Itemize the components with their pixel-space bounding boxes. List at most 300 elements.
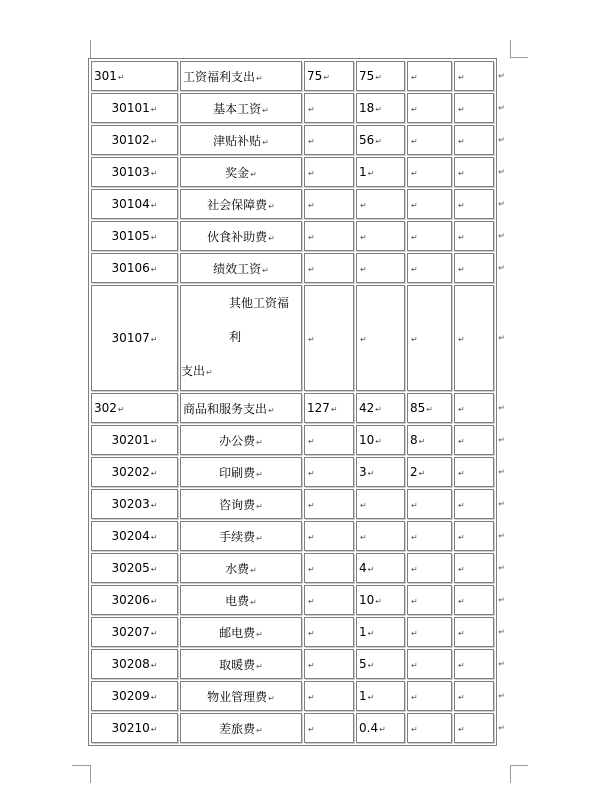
value-text: 4 — [359, 561, 367, 575]
paragraph-mark-icon: ↵ — [308, 437, 315, 446]
paragraph-mark-icon: ↵ — [375, 73, 382, 82]
code-cell[interactable] — [91, 489, 178, 519]
item-name-cell[interactable] — [180, 285, 302, 391]
crop-mark-top-right-h — [510, 57, 528, 58]
paragraph-mark-icon: ↵ — [150, 725, 158, 734]
value-cell-c2[interactable] — [356, 425, 405, 455]
value-cell-c3[interactable] — [407, 649, 452, 679]
item-name-cell[interactable] — [180, 425, 302, 455]
value-cell-c2[interactable] — [356, 553, 405, 583]
crop-mark-bottom-right-v — [510, 765, 511, 783]
item-name-cell[interactable] — [180, 157, 302, 187]
value-cell-c2[interactable] — [356, 585, 405, 615]
paragraph-mark-icon: ↵ — [367, 565, 375, 574]
paragraph-mark-icon: ↵ — [458, 73, 465, 82]
value-cell-c3[interactable] — [407, 125, 452, 155]
table-row — [91, 553, 494, 583]
code-cell[interactable] — [91, 585, 178, 615]
paragraph-mark-icon: ↵ — [411, 565, 418, 574]
paragraph-mark-icon: ↵ — [268, 233, 275, 243]
item-name-cell[interactable] — [180, 489, 302, 519]
code-cell[interactable] — [91, 457, 178, 487]
paragraph-mark-icon: ↵ — [256, 661, 263, 671]
value-cell-c4[interactable] — [454, 93, 505, 123]
value-cell-c2[interactable] — [356, 93, 405, 123]
value-cell-c2[interactable] — [356, 125, 405, 155]
value-cell-c4[interactable] — [454, 253, 505, 283]
paragraph-mark-icon: ↵ — [206, 368, 213, 377]
row-end-mark-icon: ↵ — [498, 403, 505, 413]
paragraph-mark-icon: ↵ — [117, 73, 125, 82]
paragraph-mark-icon: ↵ — [150, 265, 158, 274]
code-cell[interactable] — [91, 221, 178, 251]
item-name-text: 绩效工资 — [213, 261, 262, 276]
paragraph-mark-icon: ↵ — [458, 335, 465, 344]
value-cell-c4[interactable] — [454, 61, 505, 91]
paragraph-mark-icon: ↵ — [308, 725, 315, 734]
code-text: 30210 — [111, 721, 150, 735]
paragraph-mark-icon: ↵ — [150, 565, 158, 574]
value-cell-c4[interactable] — [454, 157, 505, 187]
value-cell-c1[interactable] — [304, 93, 354, 123]
code-cell[interactable] — [91, 681, 178, 711]
item-name-text: 咨询费 — [219, 497, 256, 512]
paragraph-mark-icon: ↵ — [411, 137, 418, 146]
item-name-cell[interactable] — [180, 617, 302, 647]
value-cell-c2[interactable] — [356, 253, 405, 283]
paragraph-mark-icon: ↵ — [150, 137, 158, 146]
table-row — [91, 681, 494, 711]
item-name-cell[interactable] — [180, 61, 302, 91]
item-name-text: 物业管理费 — [207, 689, 268, 704]
table-row — [91, 157, 494, 187]
paragraph-mark-icon: ↵ — [308, 565, 315, 574]
value-cell-c3[interactable] — [407, 189, 452, 219]
table-row — [91, 521, 494, 551]
value-cell-c1[interactable] — [304, 393, 354, 423]
paragraph-mark-icon: ↵ — [268, 693, 275, 703]
crop-mark-top-right-v — [510, 40, 511, 58]
code-cell[interactable] — [91, 125, 178, 155]
code-cell[interactable] — [91, 649, 178, 679]
paragraph-mark-icon: ↵ — [418, 437, 426, 446]
value-cell-c1[interactable] — [304, 585, 354, 615]
value-cell-c3[interactable] — [407, 585, 452, 615]
value-cell-c2[interactable] — [356, 189, 405, 219]
value-cell-c4[interactable] — [454, 393, 505, 423]
value-cell-c2[interactable] — [356, 521, 405, 551]
value-cell-c1[interactable] — [304, 457, 354, 487]
item-name-text: 差旅费 — [219, 721, 256, 736]
crop-mark-top-left-v — [90, 40, 91, 58]
paragraph-mark-icon: ↵ — [458, 105, 465, 114]
item-name-line2: 支出 — [181, 364, 206, 378]
table-row — [91, 125, 494, 155]
value-cell-c3[interactable] — [407, 425, 452, 455]
value-cell-c4[interactable] — [454, 681, 505, 711]
value-cell-c3[interactable] — [407, 553, 452, 583]
value-cell-c4[interactable] — [454, 125, 505, 155]
item-name-text: 水费 — [225, 561, 250, 576]
paragraph-mark-icon: ↵ — [256, 73, 263, 83]
paragraph-mark-icon: ↵ — [360, 335, 367, 344]
item-name-cell[interactable] — [180, 189, 302, 219]
paragraph-mark-icon: ↵ — [150, 169, 158, 178]
table-row — [91, 221, 494, 251]
row-end-mark-icon: ↵ — [498, 595, 505, 605]
paragraph-mark-icon: ↵ — [458, 201, 465, 210]
row-end-mark-icon: ↵ — [498, 435, 505, 445]
value-cell-c1[interactable] — [304, 553, 354, 583]
paragraph-mark-icon: ↵ — [458, 405, 465, 414]
value-cell-c2[interactable] — [356, 393, 405, 423]
paragraph-mark-icon: ↵ — [256, 437, 263, 447]
value-cell-c2[interactable] — [356, 157, 405, 187]
row-end-mark-icon: ↵ — [498, 103, 505, 113]
paragraph-mark-icon: ↵ — [268, 405, 275, 415]
paragraph-mark-icon: ↵ — [411, 169, 418, 178]
paragraph-mark-icon: ↵ — [150, 661, 158, 670]
code-cell[interactable] — [91, 393, 178, 423]
paragraph-mark-icon: ↵ — [308, 233, 315, 242]
paragraph-mark-icon: ↵ — [458, 265, 465, 274]
item-name-cell[interactable] — [180, 713, 302, 743]
table-row — [91, 585, 494, 615]
table-row — [91, 393, 494, 423]
paragraph-mark-icon: ↵ — [256, 629, 263, 639]
value-text: 5 — [359, 657, 367, 671]
value-cell-c2[interactable] — [356, 221, 405, 251]
value-text: 18 — [359, 101, 375, 115]
value-cell-c3[interactable] — [407, 221, 452, 251]
paragraph-mark-icon: ↵ — [367, 169, 375, 178]
paragraph-mark-icon: ↵ — [150, 501, 158, 510]
table-row — [91, 457, 494, 487]
paragraph-mark-icon: ↵ — [458, 437, 465, 446]
value-cell-c1[interactable] — [304, 253, 354, 283]
code-text: 30208 — [111, 657, 150, 671]
row-end-mark-icon: ↵ — [498, 333, 505, 343]
paragraph-mark-icon: ↵ — [150, 437, 158, 446]
item-name-line1: 其他工资福利 — [229, 296, 290, 344]
paragraph-mark-icon: ↵ — [256, 501, 263, 511]
code-cell[interactable] — [91, 253, 178, 283]
row-end-mark-icon: ↵ — [498, 199, 505, 209]
item-name-cell[interactable] — [180, 93, 302, 123]
paragraph-mark-icon: ↵ — [367, 661, 375, 670]
code-text: 30103 — [111, 165, 150, 179]
value-text: 1 — [359, 625, 367, 639]
paragraph-mark-icon: ↵ — [458, 725, 465, 734]
paragraph-mark-icon: ↵ — [458, 565, 465, 574]
value-cell-c2[interactable] — [356, 649, 405, 679]
row-end-mark-icon: ↵ — [498, 627, 505, 637]
paragraph-mark-icon: ↵ — [458, 501, 465, 510]
paragraph-mark-icon: ↵ — [256, 469, 263, 479]
paragraph-mark-icon: ↵ — [256, 533, 263, 543]
paragraph-mark-icon: ↵ — [426, 405, 433, 414]
code-text: 30205 — [111, 561, 150, 575]
paragraph-mark-icon: ↵ — [375, 105, 382, 114]
paragraph-mark-icon: ↵ — [308, 469, 315, 478]
paragraph-mark-icon: ↵ — [411, 73, 418, 82]
code-text: 30203 — [111, 497, 150, 511]
code-text: 30107 — [111, 331, 150, 345]
item-name-text: 工资福利支出 — [183, 69, 256, 84]
code-text: 30101 — [111, 101, 150, 115]
paragraph-mark-icon: ↵ — [360, 265, 367, 274]
value-cell-c3[interactable] — [407, 393, 452, 423]
paragraph-mark-icon: ↵ — [411, 661, 418, 670]
row-end-mark-icon: ↵ — [498, 167, 505, 177]
value-cell-c3[interactable] — [407, 489, 452, 519]
table-row — [91, 253, 494, 283]
value-text: 8 — [410, 433, 418, 447]
value-cell-c4[interactable] — [454, 221, 505, 251]
value-cell-c1[interactable] — [304, 489, 354, 519]
item-name-text: 社会保障费 — [207, 197, 268, 212]
value-cell-c1[interactable] — [304, 61, 354, 91]
item-name-text: 商品和服务支出 — [183, 401, 268, 416]
paragraph-mark-icon: ↵ — [308, 597, 315, 606]
value-cell-c2[interactable] — [356, 285, 405, 391]
row-end-mark-icon: ↵ — [498, 499, 505, 509]
item-name-text: 伙食补助费 — [207, 229, 268, 244]
paragraph-mark-icon: ↵ — [411, 597, 418, 606]
item-name-cell[interactable] — [180, 253, 302, 283]
value-cell-c1[interactable] — [304, 649, 354, 679]
value-cell-c3[interactable] — [407, 93, 452, 123]
paragraph-mark-icon: ↵ — [360, 201, 367, 210]
paragraph-mark-icon: ↵ — [150, 629, 158, 638]
code-cell[interactable] — [91, 157, 178, 187]
code-cell[interactable] — [91, 553, 178, 583]
code-cell[interactable] — [91, 521, 178, 551]
item-name-text: 印刷费 — [219, 465, 256, 480]
table-row — [91, 285, 494, 391]
item-name-cell[interactable] — [180, 221, 302, 251]
value-text: 3 — [359, 465, 367, 479]
paragraph-mark-icon: ↵ — [411, 201, 418, 210]
value-cell-c3[interactable] — [407, 61, 452, 91]
value-text: 1 — [359, 165, 367, 179]
paragraph-mark-icon: ↵ — [458, 693, 465, 702]
value-cell-c1[interactable] — [304, 189, 354, 219]
value-cell-c1[interactable] — [304, 221, 354, 251]
value-cell-c2[interactable] — [356, 457, 405, 487]
value-cell-c4[interactable] — [454, 713, 505, 743]
value-cell-c2[interactable] — [356, 681, 405, 711]
paragraph-mark-icon: ↵ — [150, 233, 158, 242]
value-cell-c4[interactable] — [454, 521, 505, 551]
code-cell[interactable] — [91, 189, 178, 219]
paragraph-mark-icon: ↵ — [150, 201, 158, 210]
item-name-cell[interactable] — [180, 553, 302, 583]
paragraph-mark-icon: ↵ — [308, 265, 315, 274]
paragraph-mark-icon: ↵ — [250, 565, 257, 575]
value-cell-c3[interactable] — [407, 253, 452, 283]
value-cell-c1[interactable] — [304, 681, 354, 711]
value-cell-c1[interactable] — [304, 617, 354, 647]
paragraph-mark-icon: ↵ — [150, 597, 158, 606]
crop-mark-bottom-left-h — [72, 765, 90, 766]
code-text: 30104 — [111, 197, 150, 211]
paragraph-mark-icon: ↵ — [411, 265, 418, 274]
value-cell-c3[interactable] — [407, 521, 452, 551]
value-text: 127 — [307, 401, 330, 415]
code-cell[interactable] — [91, 713, 178, 743]
value-cell-c3[interactable] — [407, 713, 452, 743]
paragraph-mark-icon: ↵ — [308, 501, 315, 510]
value-cell-c4[interactable] — [454, 425, 505, 455]
item-name-text: 手续费 — [219, 529, 256, 544]
paragraph-mark-icon: ↵ — [308, 105, 315, 114]
value-cell-c3[interactable] — [407, 285, 452, 391]
paragraph-mark-icon: ↵ — [458, 469, 465, 478]
value-cell-c4[interactable] — [454, 553, 505, 583]
code-cell[interactable] — [91, 617, 178, 647]
row-end-mark-icon: ↵ — [498, 563, 505, 573]
table-row — [91, 649, 494, 679]
paragraph-mark-icon: ↵ — [117, 405, 125, 414]
paragraph-mark-icon: ↵ — [360, 233, 367, 242]
value-text: 85 — [410, 401, 426, 415]
code-text: 30206 — [111, 593, 150, 607]
row-end-mark-icon: ↵ — [498, 723, 505, 733]
paragraph-mark-icon: ↵ — [411, 533, 418, 542]
item-name-text: 电费 — [225, 593, 250, 608]
code-text: 30202 — [111, 465, 150, 479]
value-cell-c2[interactable] — [356, 617, 405, 647]
paragraph-mark-icon: ↵ — [150, 533, 158, 542]
value-cell-c1[interactable] — [304, 285, 354, 391]
value-cell-c3[interactable] — [407, 457, 452, 487]
paragraph-mark-icon: ↵ — [375, 437, 382, 446]
item-name-cell[interactable] — [180, 681, 302, 711]
code-cell[interactable] — [91, 93, 178, 123]
paragraph-mark-icon: ↵ — [367, 629, 375, 638]
budget-table-body — [91, 61, 505, 743]
item-name-cell[interactable] — [180, 125, 302, 155]
code-text: 302 — [94, 401, 117, 415]
value-text: 42 — [359, 401, 375, 415]
value-text: 56 — [359, 133, 375, 147]
value-cell-c4[interactable] — [454, 585, 505, 615]
paragraph-mark-icon: ↵ — [411, 629, 418, 638]
item-name-text: 津贴补贴 — [213, 133, 262, 148]
value-text: 0.4 — [359, 721, 379, 735]
paragraph-mark-icon: ↵ — [150, 105, 158, 114]
paragraph-mark-icon: ↵ — [308, 137, 315, 146]
paragraph-mark-icon: ↵ — [458, 137, 465, 146]
row-end-mark-icon: ↵ — [498, 467, 505, 477]
value-cell-c4[interactable] — [454, 649, 505, 679]
paragraph-mark-icon: ↵ — [379, 725, 386, 734]
table-row — [91, 93, 494, 123]
value-text: 1 — [359, 689, 367, 703]
value-text: 75 — [307, 69, 323, 83]
paragraph-mark-icon: ↵ — [150, 335, 158, 344]
paragraph-mark-icon: ↵ — [262, 105, 269, 115]
paragraph-mark-icon: ↵ — [262, 137, 269, 147]
paragraph-mark-icon: ↵ — [458, 533, 465, 542]
value-cell-c4[interactable] — [454, 457, 505, 487]
code-cell[interactable] — [91, 285, 178, 391]
item-name-cell[interactable] — [180, 457, 302, 487]
paragraph-mark-icon: ↵ — [262, 265, 269, 275]
row-end-mark-icon: ↵ — [498, 231, 505, 241]
table-row — [91, 61, 494, 91]
value-cell-c3[interactable] — [407, 157, 452, 187]
value-cell-c4[interactable] — [454, 489, 505, 519]
value-cell-c4[interactable] — [454, 617, 505, 647]
paragraph-mark-icon: ↵ — [458, 597, 465, 606]
value-cell-c3[interactable] — [407, 681, 452, 711]
paragraph-mark-icon: ↵ — [411, 501, 418, 510]
value-cell-c1[interactable] — [304, 713, 354, 743]
value-cell-c1[interactable] — [304, 521, 354, 551]
paragraph-mark-icon: ↵ — [308, 169, 315, 178]
item-name-text: 邮电费 — [219, 625, 256, 640]
value-cell-c3[interactable] — [407, 617, 452, 647]
item-name-text: 取暖费 — [219, 657, 256, 672]
row-end-mark-icon: ↵ — [498, 263, 505, 273]
row-end-mark-icon: ↵ — [498, 71, 505, 81]
item-name-cell[interactable] — [180, 585, 302, 615]
paragraph-mark-icon: ↵ — [418, 469, 426, 478]
code-text: 30105 — [111, 229, 150, 243]
code-cell[interactable] — [91, 61, 178, 91]
item-name-cell[interactable] — [180, 393, 302, 423]
code-text: 301 — [94, 69, 117, 83]
paragraph-mark-icon: ↵ — [323, 73, 330, 82]
paragraph-mark-icon: ↵ — [458, 629, 465, 638]
code-cell[interactable] — [91, 425, 178, 455]
table-row — [91, 617, 494, 647]
code-text: 30106 — [111, 261, 150, 275]
paragraph-mark-icon: ↵ — [256, 725, 263, 735]
paragraph-mark-icon: ↵ — [375, 597, 382, 606]
paragraph-mark-icon: ↵ — [150, 469, 158, 478]
value-cell-c2[interactable] — [356, 61, 405, 91]
row-end-mark-icon: ↵ — [498, 691, 505, 701]
value-cell-c1[interactable] — [304, 425, 354, 455]
paragraph-mark-icon: ↵ — [458, 169, 465, 178]
item-name-cell[interactable] — [180, 521, 302, 551]
paragraph-mark-icon: ↵ — [308, 201, 315, 210]
value-text: 2 — [410, 465, 418, 479]
value-cell-c2[interactable] — [356, 489, 405, 519]
value-cell-c4[interactable] — [454, 189, 505, 219]
value-cell-c4[interactable] — [454, 285, 505, 391]
paragraph-mark-icon: ↵ — [330, 405, 338, 414]
paragraph-mark-icon: ↵ — [150, 693, 158, 702]
paragraph-mark-icon: ↵ — [458, 661, 465, 670]
value-cell-c1[interactable] — [304, 157, 354, 187]
value-cell-c1[interactable] — [304, 125, 354, 155]
code-text: 30207 — [111, 625, 150, 639]
item-name-cell[interactable] — [180, 649, 302, 679]
budget-table — [88, 58, 505, 746]
value-cell-c2[interactable] — [356, 713, 405, 743]
paragraph-mark-icon: ↵ — [308, 693, 315, 702]
paragraph-mark-icon: ↵ — [411, 105, 418, 114]
value-text: 10 — [359, 433, 375, 447]
crop-mark-bottom-right-h — [510, 765, 528, 766]
item-name-text: 办公费 — [219, 433, 256, 448]
paragraph-mark-icon: ↵ — [367, 469, 375, 478]
paragraph-mark-icon: ↵ — [367, 693, 375, 702]
